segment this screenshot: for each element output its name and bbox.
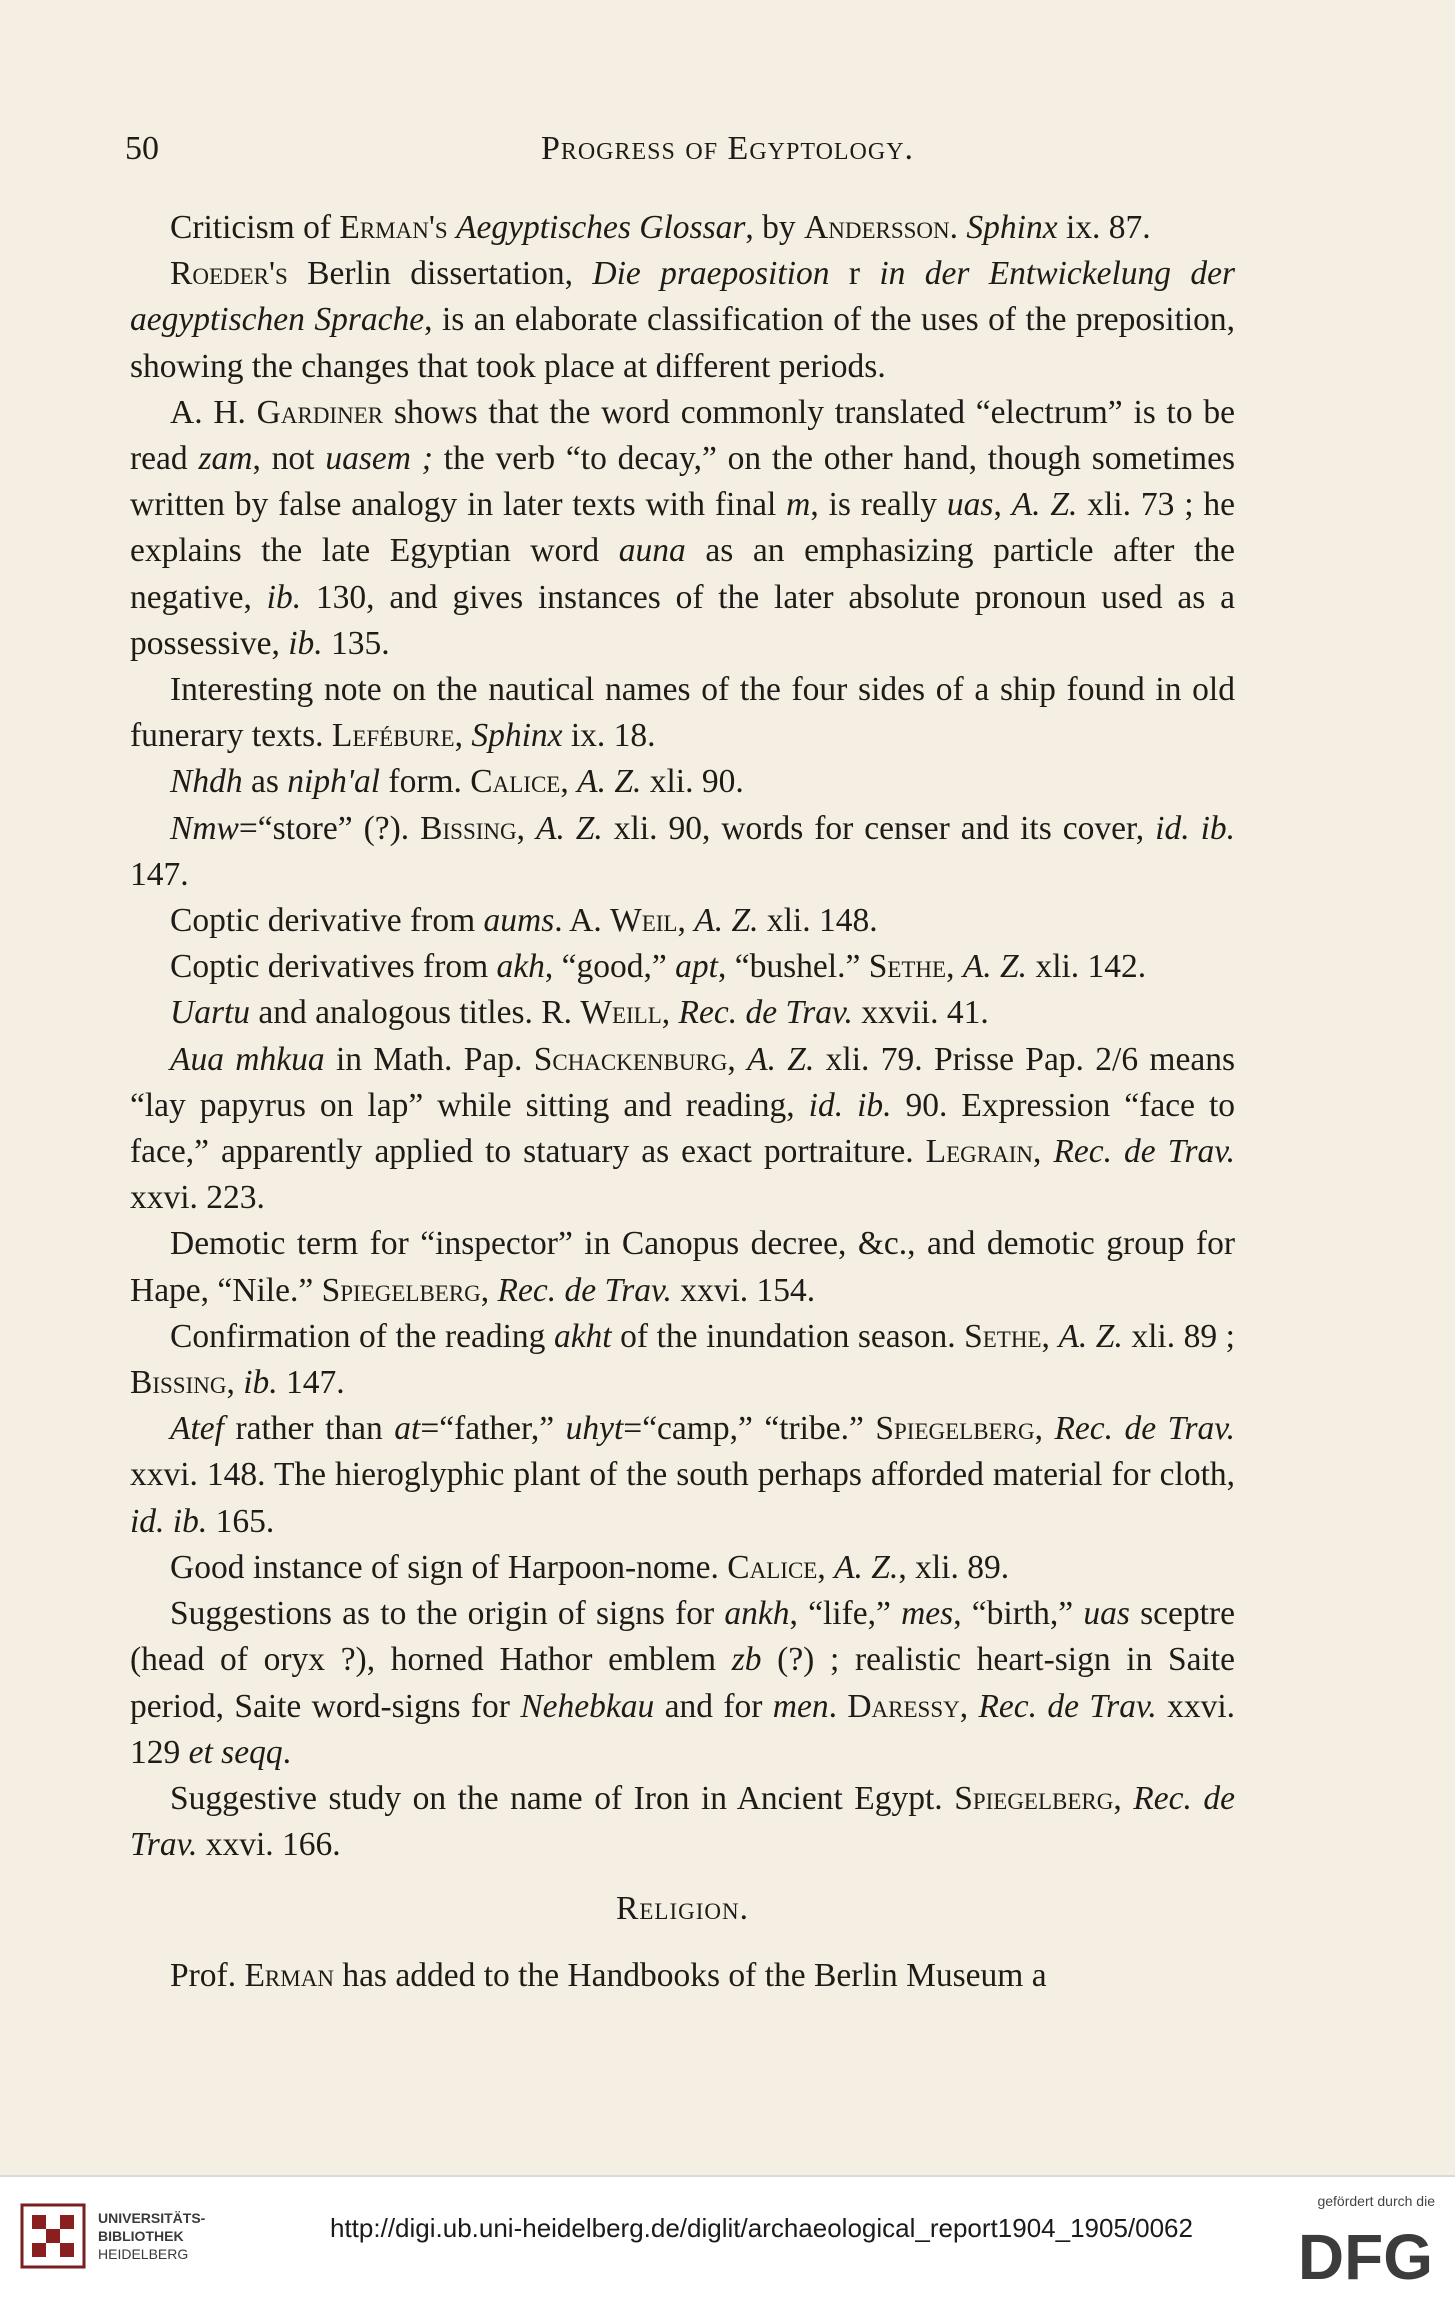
library-name: UNIVERSITÄTS- BIBLIOTHEK HEIDELBERG: [98, 2210, 206, 2262]
entry-erman-handbooks: Prof. Erman has added to the Handbooks of the Berlin Museum a: [170, 1956, 1047, 1994]
dfg-logo-text: DFG: [1297, 2221, 1433, 2287]
entry-origin-of-signs: Suggestions as to the origin of signs for ankh, “life,” mes, “birth,” uas sceptre (head of oryx ?), horned Hathor emblem zb (?) ; realistic heart-sign in Saite period, Saite word-signs for Nehebkau and for men. Daressy, Rec. de Trav. xxvi. 129 et seqq.: [130, 1595, 1236, 1771]
running-title: Progress of Egyptology.: [540, 130, 915, 167]
entry-uartu: Uartu and analogous titles. R. Weill, Rec. de Trav. xxvii. 41.: [170, 994, 989, 1032]
entry-akht-reading: Confirmation of the reading akht of the inundation season. Sethe, A. Z. xli. 89 ; Bissing, ib. 147.: [130, 1317, 1235, 1402]
entry-gardiner-electrum: A. H. Gardiner shows that the word commonly translated “electrum” is to be read zam, not uasem ; the verb “to decay,” on the other hand, though sometimes written by false analogy in later texts with final m, is really uas, A. Z. xli. 73 ; he explains the late Egyptian word auna as an emphasizing particle after the negative, ib. 130, and gives instances of the later absolute pronoun used as a possessive, ib. 135.: [130, 393, 1236, 662]
entry-atef: Atef rather than at=“father,” uhyt=“camp,” “tribe.” Spiegelberg, Rec. de Trav. xxvi. 148. The hieroglyphic plant of the south perhaps afforded material for cloth, id. ib. 165.: [130, 1410, 1235, 1540]
entry-iron-study: Suggestive study on the name of Iron in Ancient Egypt. Spiegelberg, Rec. de Trav. xxvi. 166.: [130, 1779, 1235, 1864]
entry-demotic-inspector: Demotic term for “inspector” in Canopus decree, &c., and demotic group for Hape, “Nile.” Spiegelberg, Rec. de Trav. xxvi. 154.: [130, 1225, 1235, 1309]
library-seal-icon: [20, 2203, 86, 2269]
entry-nhdh: Nhdh as niph'al form. Calice, A. Z. xli. 90.: [170, 763, 744, 801]
entry-nmw: Nmw=“store” (?). Bissing, A. Z. xli. 90, words for censer and its cover, id. ib. 147.: [130, 809, 1235, 893]
library-logo[interactable]: [20, 2199, 270, 2279]
viewer-footer: [0, 2175, 1455, 2302]
entry-coptic-aums: Coptic derivative from aums. A. Weil, A. Z. xli. 148.: [170, 902, 878, 940]
entry-coptic-akh: Coptic derivatives from akh, “good,” apt, “bushel.” Sethe, A. Z. xli. 142.: [170, 948, 1147, 986]
entry-nautical-names: Interesting note on the nautical names of the four sides of a ship found in old funerary texts. Lefébure, Sphinx ix. 18.: [130, 671, 1235, 755]
entry-aua-mhkua: Aua mhkua in Math. Pap. Schackenburg, A. Z. xli. 79. Prisse Pap. 2/6 means “lay papyrus on lap” while sitting and reading, id. ib. 90. Expression “face to face,” apparently applied to statuary as exact portraiture. Legrain, Rec. de Trav. xxvi. 223.: [130, 1040, 1236, 1217]
dfg-logo-icon[interactable]: [1275, 2219, 1435, 2287]
page-body: [130, 205, 1235, 1999]
permalink-url[interactable]: http://digi.ub.uni-heidelberg.de/diglit/archaeological_report1904_1905/0062: [330, 2213, 1193, 2243]
entry-erman-glossar: Criticism of Erman's Aegyptisches Glossar, by Andersson. Sphinx ix. 87.: [170, 209, 1151, 246]
entry-harpoon-nome: Good instance of sign of Harpoon-nome. Calice, A. Z., xli. 89.: [170, 1548, 1010, 1586]
section-heading-religion: Religion.: [616, 1890, 749, 1928]
funding-notice: [1265, 2193, 1435, 2287]
page-number: 50: [125, 130, 159, 167]
funding-label: gefördert durch die: [1317, 2193, 1435, 2209]
entry-roeder-dissertation: Roeder's Berlin dissertation, Die praeposition r in der Entwickelung der aegyptischen Sprache, is an elaborate classification of the uses of the preposition, showing the changes that took place at different periods.: [130, 255, 1236, 385]
